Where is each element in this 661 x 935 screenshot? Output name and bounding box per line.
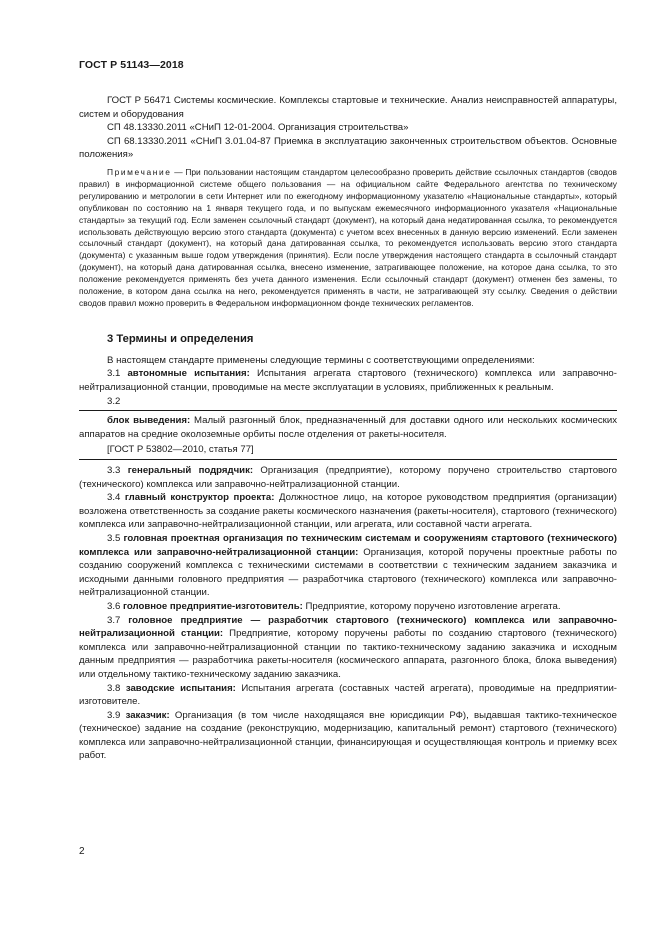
note-paragraph (79, 167, 617, 310)
term-name: головное предприятие-изготовитель: (123, 600, 303, 612)
term-entry (79, 600, 617, 614)
term-name: головная проектная организация по техническим системам и сооружениям стартового (технического) комплекса или заправочно-нейтрализационной станции: (79, 532, 617, 558)
term-number: 3.4 (107, 492, 125, 504)
section-intro: В настоящем стандарте применены следующие термины с соответствующими определениями: (107, 354, 535, 366)
term-name: заводские испытания: (125, 682, 236, 694)
term-name: главный конструктор проекта: (124, 492, 275, 504)
term-definition: Предприятие, которому поручены работы по созданию стартового (технического) комплекса или заправочно-нейтрализационной станции по тактико-техническому заданию заказчика и исходным данным предприятия — разработчика ракеты-носителя (космического аппарата, разгонного блока, блока выведения) или отдельному тактико-техническому заданию заказчика. (79, 628, 617, 680)
term-number: 3.8 (107, 682, 126, 694)
term-definition: Организация, которой поручены проектные работы по созданию сооружений комплекса с техническими системами в соответствии с техническим заданием заказчика и исходными данными головного предприятия — разработчика стартового (технического) комплекса или заправочно-нейтрализационной станции. (79, 546, 617, 599)
term-number: 3.5 (107, 532, 124, 544)
term-entry (79, 367, 617, 394)
section-title: 3 Термины и определения (107, 332, 254, 345)
term-definition: Организация (предприятие), которому поручено строительство стартового (технического) комплекса или заправочно-нейтрализационной станции. (79, 465, 617, 490)
term-name: автономные испытания: (127, 368, 250, 380)
term-entry (79, 614, 617, 682)
term-definition: Должностное лицо, на которое руководством предприятия (организации) возложена ответственность за создание ракеты космического назначения (ракеты-носителя), стартового (технического) комплекса или заправочно-нейтрализационной станции, или агрегата, или составной части агрегата. (79, 492, 617, 531)
term-name: заказчик: (125, 709, 170, 721)
term-name: блок выведения: (107, 415, 191, 427)
term-number: 3.6 (107, 600, 124, 612)
term-entry (79, 532, 617, 600)
term-name: генеральный подрядчик: (127, 465, 254, 476)
term-entry (79, 464, 617, 491)
term-entry (79, 682, 617, 709)
reference-item: СП 68.13330.2011 «СНиП 3.01.04-87 Приемка в эксплуатацию законченных строительством объектов. Основные положения» (79, 135, 617, 161)
term-entry (79, 709, 617, 763)
document-body (79, 94, 617, 763)
note-text: — При пользовании настоящим стандартом целесообразно проверить действие ссылочных стандартов (сводов правил) в информационной системе общего пользования — на официальном сайте Федерального агентства по техническому регулированию и метрологии в сети Интернет или по ежегодному информационному указателю «Национальные стандарты», который опубликован по состоянию на 1 января текущего года, и по выпускам ежемесячного информационного указателя «Национальные стандарты» за текущий год. Если заменен ссылочный стандарт (документ), на который дана недатированная ссылка, то рекомендуется использовать действующую версию этого стандарта (документа) с учетом всех внесенных в данную версию изменений. Если заменен ссылочный стандарт (документ), на который дана датированная ссылка, то рекомендуется использовать версию этого стандарта (документа) с указанным выше годом утверждения (принятия). Если после утверждения настоящего стандарта в ссылочный стандарт (документ), на который дана датированная ссылка, внесено изменение, затрагивающее положение, на которое дана ссылка, то это положение рекомендуется применять без учета данного изменения. Если ссылочный стандарт (документ) отменен без замены, то положение, в котором дана ссылка на него, рекомендуется применять в части, не затрагивающей эту ссылку. Сведения о действии сводов правил можно проверить в Федеральном информационном фонде технических регламентов. (79, 166, 617, 308)
term-number: 3.3 (107, 465, 128, 476)
term-name: головное предприятие — разработчик стартового (технического) комплекса или заправочно-нейтрализационной станции: (79, 614, 617, 640)
term-number: 3.9 (107, 709, 126, 721)
term-entry (79, 491, 617, 532)
term-entry (79, 414, 617, 441)
page-number: 2 (79, 846, 85, 857)
reference-item: ГОСТ Р 56471 Системы космические. Комплексы стартовые и технические. Анализ неисправностей аппаратуры, систем и оборудования (79, 95, 617, 120)
term-definition: Организация (в том числе находящаяся вне юрисдикции РФ), выдавшая тактико-техническое (техническое) задание на создание (реконструкцию, модернизацию, капитальный ремонт) стартового (технического) комплекса или заправочно-нейтрализационной станции, финансирующая и осуществляющая контроль и приемку всех работ. (79, 709, 617, 762)
term-number-standalone: 3.2 (107, 395, 121, 407)
term-definition: Испытания агрегата стартового (технического) комплекса или заправочно-нейтрализационной станции, проводимые на месте эксплуатации в условиях, приближенных к реальным. (79, 368, 617, 394)
quoted-term-box (79, 410, 617, 460)
term-number: 3.7 (107, 614, 129, 626)
term-source: [ГОСТ Р 53802—2010, статья 77] (107, 444, 254, 456)
document-code-header: ГОСТ Р 51143—2018 (79, 59, 184, 71)
note-label: Примечание (107, 166, 172, 177)
term-number: 3.1 (107, 368, 128, 380)
term-definition: Малый разгонный блок, предназначенный для доставки одного или нескольких космических аппаратов на средние околоземные орбиты после отделения от ракеты-носителя. (79, 415, 617, 440)
reference-item: СП 48.13330.2011 «СНиП 12-01-2004. Организация строительства» (107, 122, 409, 134)
term-definition: Испытания агрегата (составных частей агрегата), проводимые на предприятии-изготовителе. (79, 682, 617, 708)
term-definition: Предприятие, которому поручено изготовление агрегата. (302, 600, 561, 612)
normative-references (79, 94, 617, 162)
